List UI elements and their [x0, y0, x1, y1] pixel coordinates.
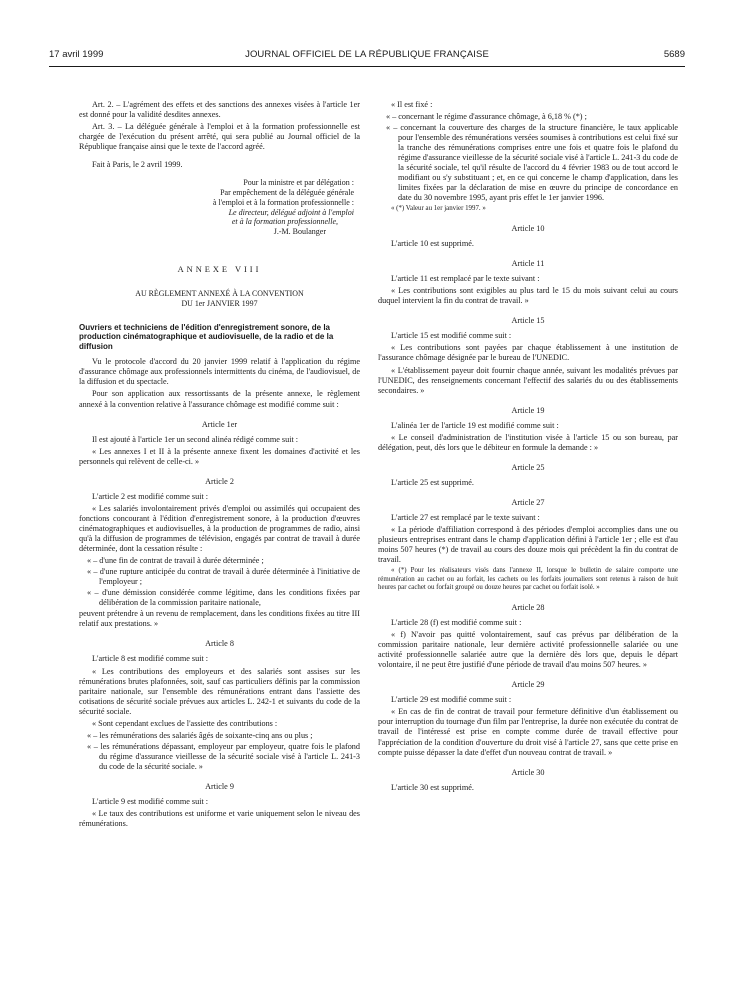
article-paragraph: « Le taux des contributions est uniforme et varie uniquement selon le niveau des rémunérations. — [79, 809, 360, 829]
article-paragraph: L'article 29 est modifié comme suit : — [391, 695, 512, 705]
signature-line: Le directeur, délégué adjoint à l'emploi — [228, 207, 354, 217]
article-paragraph: L'article 28 (f) est modifié comme suit : — [391, 618, 522, 628]
article-paragraph: « Il est fixé : — [391, 100, 433, 109]
article-paragraph: L'article 30 est supprimé. — [391, 782, 474, 792]
article-paragraph: L'article 11 est remplacé par le texte suivant : — [391, 274, 540, 284]
article-heading: Article 30 — [511, 767, 545, 777]
article-heading: Article 9 — [205, 781, 234, 791]
article-paragraph: « Le conseil d'administration de l'institution visée à l'article 15 ou son bureau, par délégation, peut, dès lors que le débiteur en formule la demande : » — [378, 432, 678, 452]
article-3-text: Art. 3. – La déléguée générale à l'emploi et à la formation professionnelle est chargée de l'exécution du présent arrêté, qui sera publié au Journal officiel de la République française ainsi que le texte de l'accord agréé. — [79, 122, 360, 152]
article-heading: Article 29 — [511, 680, 545, 690]
annexe-subheading-line: DU 1er JANVIER 1997 — [181, 298, 258, 308]
article-heading: Article 27 — [511, 497, 545, 507]
article-paragraph: L'alinéa 1er de l'article 19 est modifié comme suit : — [391, 420, 559, 430]
annexe-subheading — [79, 289, 360, 308]
article-paragraph: « Sont cependant exclues de l'assiette des contributions : — [92, 718, 278, 728]
list-item: « – concernant le régime d'assurance chômage, à 6,18 % (*) ; — [386, 112, 587, 122]
left-column — [79, 100, 360, 831]
article-heading: Article 25 — [511, 462, 545, 472]
page-header — [49, 48, 685, 67]
header-date: 17 avril 1999 — [49, 49, 104, 60]
list-item: « – les rémunérations des salariés âgés de soixante-cinq ans ou plus ; — [87, 730, 313, 740]
article-paragraph: « Les contributions des employeurs et des salariés sont assises sur les rémunérations brutes plafonnées, soit, sauf cas particuliers définis par la commission paritaire nationale, sur l'ensemble des rémunérations entrant dans l'assiette des cotisations de sécurité sociale prévues aux articles L. 242-1 et suivants du code de la sécurité sociale. — [79, 666, 360, 716]
annexe-title: Ouvriers et techniciens de l'édition d'enregistrement sonore, de la production cinématographique et audiovisuelle, de la radio et de la diffusion — [79, 322, 334, 351]
article-heading: Article 11 — [511, 259, 545, 269]
article-paragraph: L'article 27 est remplacé par le texte suivant : — [391, 513, 540, 522]
article-paragraph: L'article 25 est supprimé. — [391, 477, 474, 487]
intro-paragraph: Pour son application aux ressortissants de la présente annexe, le règlement annexé à la convention relative à l'assurance chômage est modifié comme suit : — [79, 389, 360, 409]
article-heading: Article 15 — [511, 316, 545, 326]
article-heading: Article 8 — [205, 639, 234, 649]
list-item: « – concernant la couverture des charges de la structure financière, le taux applicable pour l'ensemble des rémunérations versées soumises à contributions est celui fixé sur la tranche des rémunérations comprises entre une fois et quatre fois le plafond du régime d'assurance vieillesse de la sécurité sociale visé à l'article L. 241-3 du code de la sécurité sociale, tel qu'il résulte de l'accord du 4 février 1983 ou de tout accord le modifiant ou s'y substituant ; et, en ce qui concerne le champ d'application, dans les limites fixées par la déclaration de mise en œuvre du principe de concordance en date du 30 novembre 1995, ayant pris effet le 1er janvier 1996. — [386, 123, 678, 203]
article-2-text: Art. 2. – L'agrément des effets et des sanctions des annexes visées à l'article 1er est donné pour la validité desdites annexes. — [79, 100, 360, 120]
article-paragraph: « Les salariés involontairement privés d'emploi ou assimilés qui occupaient des fonctions concourant à l'édition d'enregistrement sonore, à la production d'œuvres cinématographiques et audiovisuelles, à la production de programmes de radio, ainsi qu'à la diffusion de programmes de télévision, engagés par contrat de travail à durée déterminée, dont la cessation résulte : — [79, 503, 360, 554]
signature-line: à l'emploi et à la formation professionnelle : — [212, 197, 354, 207]
list-item: « – d'une démission considérée comme légitime, dans les conditions fixées par délibération de la commission paritaire nationale, — [87, 588, 360, 608]
article-paragraph: « f) N'avoir pas quitté volontairement, sauf cas prévus par délibération de la commission paritaire nationale, leur dernière activité professionnelle salariée ou une activité professionnelle salariée autre que la dernière dès lors que, depuis le départ volontaire, il ne peut être justifié d'une période de travail d'au moins 507 heures. » — [378, 630, 678, 670]
article-heading: Article 2 — [205, 476, 234, 486]
signatory-name: J.-M. Boulanger — [273, 227, 326, 237]
article-paragraph: Il est ajouté à l'article 1er un second alinéa rédigé comme suit : — [92, 434, 299, 444]
list-item: « – les rémunérations dépassant, employeur par employeur, quatre fois le plafond du régime d'assurance vieillesse de la sécurité sociale visé à l'article L. 241-3 du code de la sécurité sociale. » — [87, 741, 360, 771]
article-paragraph: « En cas de fin de contrat de travail pour fermeture définitive d'un établissement ou pour interruption du tournage d'un film par l'entreprise, la durée non exécutée du contrat de travail de l'intéressé est prise en compte comme durée de travail effective pour l'appréciation de la condition d'ouverture du droit visé à l'article 27, sans que cette prise en compte puisse dépasser la date d'effet d'un nouveau contrat de travail. » — [378, 707, 678, 757]
article-paragraph: « L'établissement payeur doit fournir chaque année, suivant les modalités prévues par l'UNEDIC, des renseignements concernant l'effectif des salariés du ou des établissements secondaires. » — [378, 365, 678, 395]
article-heading: Article 19 — [511, 405, 545, 415]
header-journal-title: JOURNAL OFFICIEL DE LA RÉPUBLIQUE FRANÇAISE — [245, 49, 489, 60]
article-paragraph: « La période d'affiliation correspond à des périodes d'emploi accomplies dans une ou plusieurs entreprises entrant dans le champ d'application défini à l'article 1er ; elle est d'au moins 507 heures (*) de travail au cours des douze mois qui précèdent la fin du contrat de travail. — [378, 525, 678, 565]
article-paragraph: L'article 8 est modifié comme suit : — [92, 654, 209, 664]
signature-line: Pour la ministre et par délégation : — [243, 178, 354, 188]
article-heading: Article 1er — [201, 419, 238, 429]
article-paragraph: L'article 9 est modifié comme suit : — [92, 797, 209, 807]
header-page-number: 5689 — [663, 49, 685, 60]
signature-block — [79, 178, 360, 237]
article-heading: Article 28 — [511, 603, 545, 613]
article-paragraph: « Les contributions sont payées par chaque établissement à une institution de l'assurance chômage désignée par le bureau de l'UNEDIC. — [378, 343, 678, 363]
article-paragraph: L'article 10 est supprimé. — [391, 239, 474, 249]
signature-line: et à la formation professionnelle, — [231, 217, 338, 227]
article-paragraph: L'article 2 est modifié comme suit : — [92, 491, 209, 501]
article-paragraph: « Les annexes I et II à la présente annexe fixent les domaines d'activité et les personnels qui relèvent de celle-ci. » — [79, 446, 360, 466]
article-heading: Article 10 — [511, 224, 545, 234]
list-item: « – d'une rupture anticipée du contrat de travail à durée déterminée à l'initiative de l'employeur ; — [87, 567, 360, 587]
article-paragraph: « Les contributions sont exigibles au plus tard le 15 du mois suivant celui au cours duquel intervient la fin du contrat de travail. » — [378, 286, 678, 306]
article-paragraph: peuvent prétendre à un revenu de remplacement, dans les conditions fixées au titre III relatif aux prestations. » — [79, 609, 360, 629]
list-item: « – d'une fin de contrat de travail à durée déterminée ; — [87, 556, 264, 566]
right-column — [378, 100, 678, 795]
intro-paragraph: Vu le protocole d'accord du 20 janvier 1999 relatif à l'application du régime d'assurance chômage aux professionnels intermittents du cinéma, de l'audiovisuel, de la diffusion et du spectacle. — [79, 357, 360, 387]
signing-place-date: Fait à Paris, le 2 avril 1999. — [92, 160, 183, 170]
footnote: « (*) Pour les réalisateurs visés dans l'annexe II, lorsque le bulletin de salaire comporte une rémunération au cachet ou au forfait, les cachets ou les forfaits journaliers sont retenus à raison de huit heures par cachet ou forfait groupé ou douze heures par cachet ou forfait isolé. » — [378, 567, 678, 592]
signature-line: Par empêchement de la déléguée générale — [220, 188, 354, 198]
annexe-subheading-line: AU RÈGLEMENT ANNEXÉ À LA CONVENTION — [135, 289, 304, 299]
footnote: « (*) Valeur au 1er janvier 1997. » — [391, 205, 486, 213]
article-paragraph: L'article 15 est modifié comme suit : — [391, 331, 512, 341]
annexe-heading: ANNEXE VIII — [177, 265, 262, 275]
